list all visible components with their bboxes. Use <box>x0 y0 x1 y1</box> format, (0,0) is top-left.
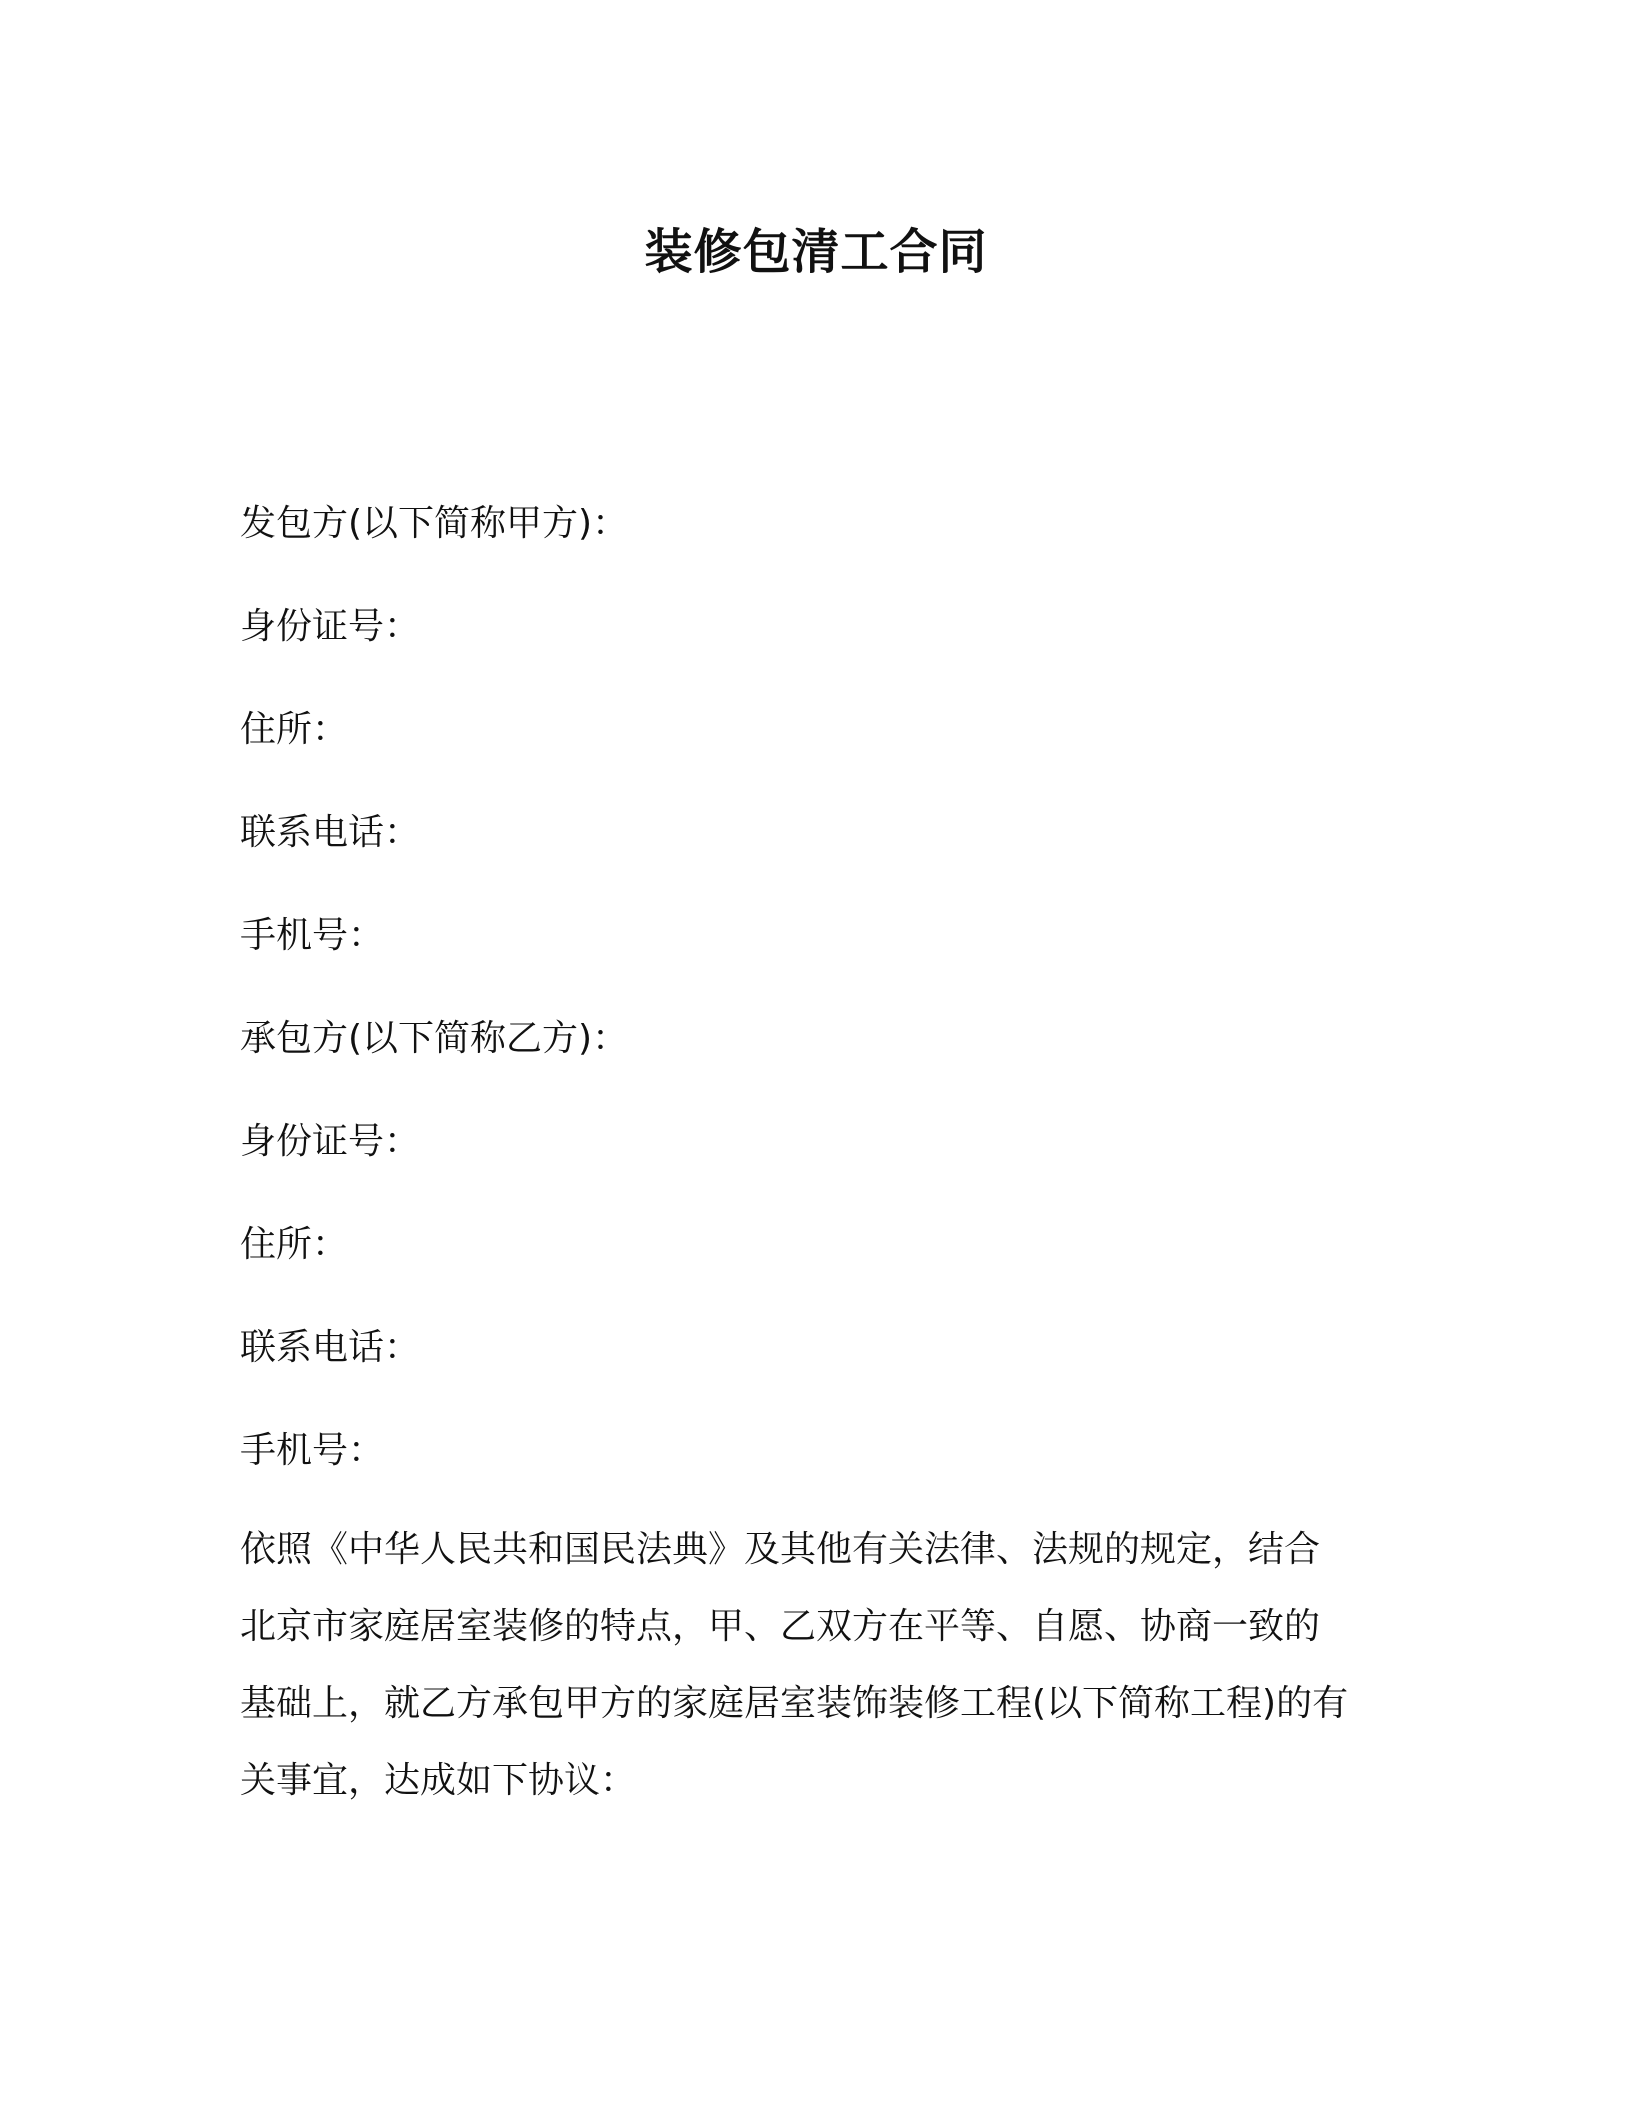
party-b-header: 承包方(以下简称乙方)： <box>240 1018 629 1059</box>
party-a-phone-label: 联系电话： <box>240 812 421 853</box>
document-title: 装修包清工合同 <box>644 224 988 280</box>
party-a-id-label: 身份证号： <box>240 606 421 647</box>
intro-paragraph <box>240 1528 1420 1836</box>
intro-line: 基础上，就乙方承包甲方的家庭居室装饰装修工程(以下简称工程)的有 <box>240 1683 1349 1724</box>
intro-line: 北京市家庭居室装修的特点，甲、乙双方在平等、自愿、协商一致的 <box>240 1606 1321 1647</box>
intro-line: 关事宜，达成如下协议： <box>240 1760 637 1801</box>
party-b-mobile-label: 手机号： <box>240 1430 385 1471</box>
party-a-header: 发包方(以下简称甲方)： <box>240 503 629 544</box>
party-a-address-label: 住所： <box>240 709 349 750</box>
party-b-phone-label: 联系电话： <box>240 1327 421 1368</box>
party-b-address-label: 住所： <box>240 1224 349 1265</box>
party-b-id-label: 身份证号： <box>240 1121 421 1162</box>
party-a-mobile-label: 手机号： <box>240 915 385 956</box>
intro-line: 依照《中华人民共和国民法典》及其他有关法律、法规的规定，结合 <box>240 1529 1321 1570</box>
